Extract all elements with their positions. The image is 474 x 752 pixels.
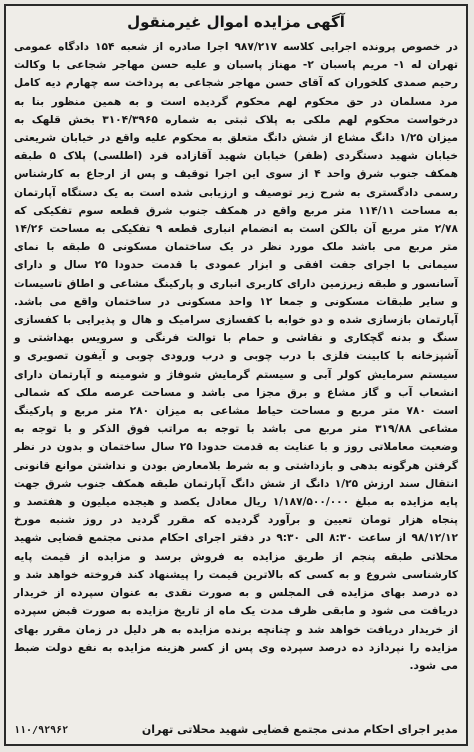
- notice-body: در خصوص پرونده اجرایی کلاسه ۹۸۷/۲۱۷ اجرا صادره از شعبه ۱۵۴ دادگاه عمومی تهران له ۱- مریم پاسبان ۲- مهناز پاسبان و علیه حسن مهاجر شجاعی با وکالت رحیم صمدی کلخوران که آقای حسن مهاجر شجاعی به پرداخت سه چهارم دیه کامل مرد مسلمان در حق محکوم لهم محکوم گردیده است و به همین منظور بنا به درخواست محکوم لهم ملکی به پلاک ثبتی به شماره ۳۱۰۴/۳۹۶۵ بخش قلهک به میزان ۱/۲۵ دانگ مشاع از شش دانگ متعلق به محکوم علیه واقع در خیابان شریعتی خیابان شهید دستگردی (ظفر) خیابان شهید آقازاده فرد (اطلسی) پلاک ۵ طبقه همکف جنوب شرق واحد ۴ از سوی این اجرا توقیف و پس از ارجاع به کارشناس رسمی دادگستری به شرح زیر توصیف و ارزیابی شده است به یک دستگاه آپارتمان به مساحت ۱۱۴/۱۱ متر مربع واقع در همکف جنوب شرق قطعه سوم تفکیکی که ۲/۷۸ متر مربع آن بالکن است به انضمام انباری قطعه ۹ تفکیکی به مساحت ۱۴/۲۶ متر مربع می باشد ملک مورد نظر در یک ساختمان مسکونی ۵ طبقه با نمای سیمانی با اجرای جفت افقی و ابزار عمودی با قدمت حدودا ۲۵ سال و دارای آسانسور و طبقه زیرزمین دارای کاربری انباری و پارکینگ مشاعی و اطاق تاسیسات و سایر طبقات مسکونی و جمعا ۱۲ واحد مسکونی در ساختمان واقع می باشد. آپارتمان بازسازی شده و دو خوابه با کفسازی سرامیک و هال و پذیرایی با کفسازی سنگ و بدنه گچکاری و نقاشی و حمام با توالت فرنگی و سرویس بهداشتی و آشپزخانه با کابینت فلزی با درب چوبی و درب ورودی چوبی و آیفون تصویری و سیستم سرمایش کولر آبی و سیستم گرمایش شوفاژ و شومینه و آپارتمان دارای انشعاب آب و گاز مشاع و برق مجزا می باشد و مساحت عرصه ملک که شمالی است ۷۸۰ متر مربع و مساحت حیاط مشاعی به میزان ۲۸۰ متر مربع و پارکینگ مشاعی ۳۱۹/۸۸ متر مربع می باشد با توجه به مراتب فوق الذکر و با توجه به وضعیت معاملاتی روز و با عنایت به قدمت حدودا ۲۵ سال ساختمان و بدون در نظر گرفتن هرگونه بدهی و بازداشتی و به شرط بلامعارض بودن و نداشتن موانع قانونی انتقال سند ارزش ۱/۲۵ دانگ از شش دانگ آپارتمان طبقه همکف جنوب شرق جهت پایه مزایده به مبلغ ۱/۱۸۷/۵۰۰/۰۰۰ ریال معادل یکصد و هیجده میلیون و هفتصد و پنجاه هزار تومان تعیین و برآورد گردیده که مقرر گردید در روز شنبه مورخ ۹۸/۱۲/۱۲ از ساعت ۸:۳۰ الی ۹:۳۰ در دفتر اجرای احکام مدنی مجتمع قضایی شهید محلاتی طبقه پنجم از طریق مزایده به فروش برسد و مزایده از قیمت پایه کارشناسی شروع و به کسی که بالاترین قیمت را پیشنهاد کند فروخته خواهد شد و ده درصد بهای مزایده فی المجلس و به صورت نقدی به عنوان سپرده از خریدار دریافت می شود و مابقی ظرف مدت یک ماه از تاریخ مزایده به صورت قبض سپرده از خریدار دریافت خواهد شد و چنانچه برنده مزایده به هر دلیل در زمان مقرر بهای مزایده را نپردازد ده درصد سپرده وی پس از کسر هزینه مزایده به نفع دولت ضبط می شود.: [14, 41, 458, 672]
- notice-title: آگهی مزایده اموال غیرمنقول: [127, 13, 345, 31]
- auction-notice: [4, 4, 468, 746]
- notice-code: ۱۱۰/۹۲۹۶۲: [14, 725, 69, 736]
- issuing-authority: مدیر اجرای احکام مدنی مجتمع قضایی شهید محلاتی تهران: [141, 723, 458, 736]
- notice-footer: [14, 723, 458, 736]
